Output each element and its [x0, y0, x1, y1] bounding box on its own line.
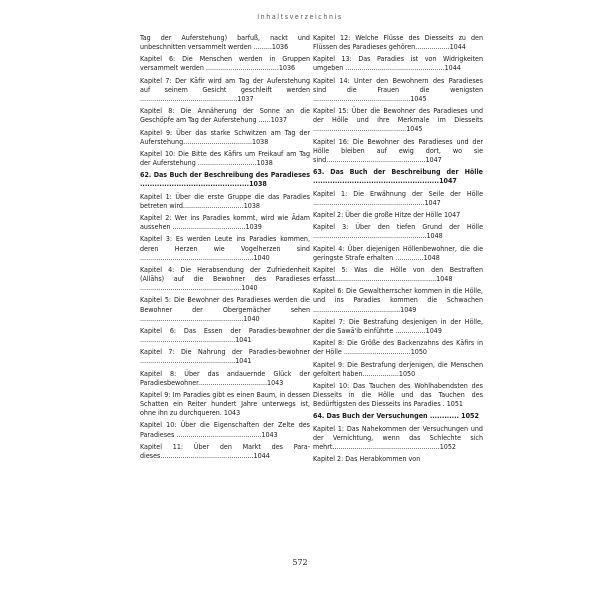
toc-entry: Kapitel 15: Über die Bewohner des Paradieses und der Hölle und ihre Merkmale im Diesseits ..............................................1045 — [313, 106, 483, 134]
toc-entry: Kapitel 10: Über die Eigenschaften der Zelte des Paradieses ..........................................1043 — [140, 420, 310, 439]
toc-entry: Kapitel 2: Über die große Hitze der Hölle 1047 — [313, 209, 461, 219]
toc-entry: Kapitel 4: Die Herabsendung der Zufriedenheit (Allāhs) auf die Bewohner des Paradieses ..................................................1040 — [140, 264, 310, 293]
toc-entry: Kapitel 6: Die Menschen werden in Gruppen versammelt werden ....................................1036 — [140, 54, 310, 73]
toc-left-column — [140, 33, 310, 463]
toc-entry: Kapitel 7: Die Bestrafung desjenigen in der Hölle, der die Sawā'ib einführte ...............1049 — [313, 316, 483, 335]
toc-entry: Kapitel 11: Über den Markt des Para-dieses..............................................1044 — [140, 441, 310, 460]
toc-entry: Kapitel 7: Der Kāfir wird am Tag der Auferstehung auf seinem Gesicht geschleift werden ................................................1037 — [140, 75, 310, 103]
toc-entry: Kapitel 8: Die Größe des Backenzahns des Kāfirs in der Hölle .................................1050 — [313, 338, 483, 357]
toc-book-heading: 63. Das Buch der Beschreibung der Hölle ....................................................1047 — [313, 167, 483, 186]
toc-entry: Kapitel 3: Über den tiefen Grund der Hölle ........................................................1048 — [313, 222, 483, 241]
toc-entry: Kapitel 9: Im Paradies gibt es einen Baum, in dessen Schatten ein Reiter hundert Jahre unterwegs ist, ohne ihn zu durchqueren. 1043 — [140, 390, 310, 418]
toc-entry: Kapitel 2: Das Herabkommen von — [313, 454, 421, 464]
toc-book-heading: 62. Das Buch der Beschreibung des Paradieses .............................................1038 — [140, 170, 310, 189]
toc-entry: Kapitel 5: Was die Hölle von den Bestraften erfasst..................................................1048 — [313, 264, 483, 284]
toc-entry: Kapitel 8: Die Annäherung der Sonne an die Geschöpfe am Tag der Auferstehung ......1037 — [140, 106, 310, 125]
running-header: Inhaltsverzeichnis — [257, 13, 343, 21]
toc-entry: Kapitel 12: Welche Flüsse des Diesseits zu den Flüssen des Paradieses gehören.................1044 — [313, 33, 483, 52]
toc-entry: Kapitel 1: Über die erste Gruppe die das Paradies betreten wird..............................1038 — [140, 191, 310, 210]
toc-entry: Kapitel 6: Das Essen der Paradies-bewohner ...............................................1041 — [140, 325, 310, 344]
toc-entry: Kapitel 14: Unter den Bewohnern des Paradieses sind die Frauen die wenigsten ................................................1045 — [313, 75, 483, 103]
toc-entry: Kapitel 7: Die Nahrung der Paradies-bewohner ...............................................1041 — [140, 347, 310, 366]
toc-book-heading: 64. Das Buch der Versuchungen ............ 1052 — [313, 411, 479, 421]
toc-entry: Kapitel 4: Über diejenigen Höllenbewohner, die die geringste Strafe erhalten ..............1048 — [313, 243, 483, 262]
page-number: 572 — [292, 558, 308, 567]
toc-entry: Kapitel 9: Die Bestrafung derjenigen, die Menschen gefoltert haben..................1050 — [313, 359, 483, 378]
toc-entry: Kapitel 16: Die Bewohner des Paradieses und der Hölle bleiben auf ewig dort, wo sie sind.................................................1047 — [313, 136, 483, 164]
toc-entry: Kapitel 13: Das Paradies ist von Widrigkeiten umgeben .................................................1044 — [313, 54, 483, 73]
toc-entry: Kapitel 5: Die Bewohner des Paradieses werden die Bewohner der Obergemächer sehen ...................................................1040 — [140, 295, 310, 323]
toc-entry: Tag der Auferstehung) barfuß, nackt und unbeschnitten versammelt werden .........1036 — [140, 33, 310, 52]
toc-right-column — [313, 33, 483, 466]
toc-entry: Kapitel 10: Die Bitte des Kāfirs um Freikauf am Tag der Auferstehung .............................1038 — [140, 148, 310, 168]
toc-entry: Kapitel 3: Es werden Leute ins Paradies kommen, deren Herzen wie Vogelherzen sind ........................................................1040 — [140, 234, 310, 262]
toc-entry: Kapitel 6: Die Gewaltherrscher kommen in die Hölle, und ins Paradies kommen die Schwachen ...........................................1049 — [313, 286, 483, 314]
toc-entry: Kapitel 10: Das Tauchen des Wohlhabendsten des Diesseits in die Hölle und das Tauchen des Bedürftigsten des Diesseits ins Paradies . 1051 — [313, 380, 483, 409]
toc-entry: Kapitel 9: Über das starke Schwitzen am Tag der Auferstehung..................................1038 — [140, 127, 310, 146]
toc-entry: Kapitel 1: Die Erwähnung der Seile der Hölle .......................................................1047 — [313, 188, 483, 207]
toc-entry: Kapitel 1: Das Nahekommen der Versuchungen und der Vernichtung, wenn das Schlechte sich mehrt.....................................................1052 — [313, 423, 483, 451]
toc-entry: Kapitel 2: Wer ins Paradies kommt, wird wie Ādam aussehen ....................................1039 — [140, 213, 310, 232]
toc-entry: Kapitel 8: Über das andauernde Glück der Paradiesbewohner..................................1043 — [140, 368, 310, 387]
